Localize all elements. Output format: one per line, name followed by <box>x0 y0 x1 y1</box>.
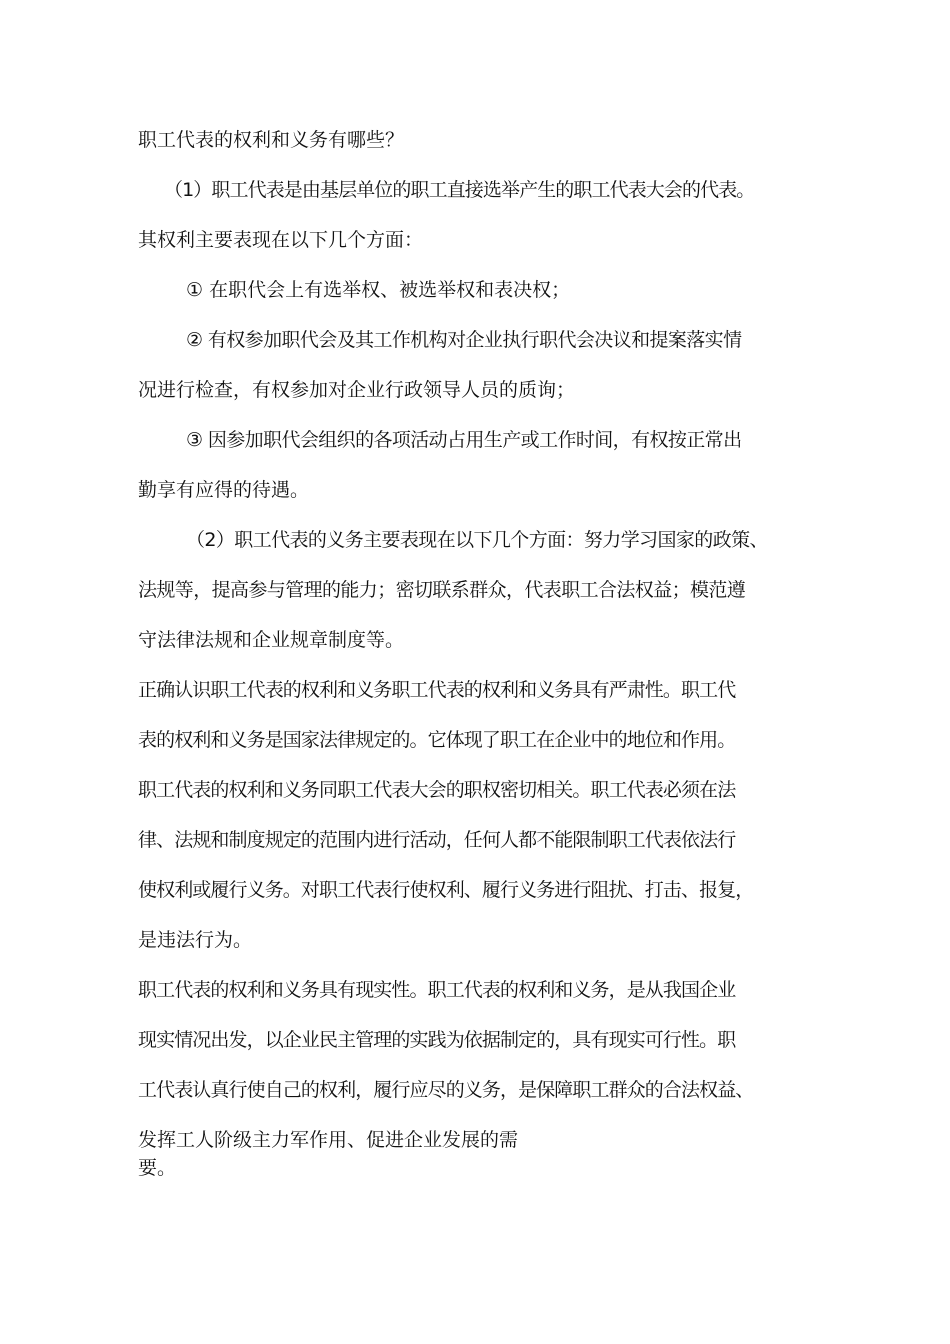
paragraph-line: 使权利或履行义务。对职工代表行使权利、履行义务进行阻扰、打击、报复， <box>138 879 754 901</box>
paragraph-line: 守法律法规和企业规章制度等。 <box>138 629 405 651</box>
paragraph-line: 要。 <box>138 1157 177 1179</box>
paragraph-line: 表的权利和义务是国家法律规定的。它体现了职工在企业中的地位和作用。 <box>138 729 736 751</box>
paragraph-line: （1）职工代表是由基层单位的职工直接选举产生的职工代表大会的代表。 <box>164 179 755 201</box>
paragraph-line: 况进行检查，有权参加对企业行政领导人员的质询； <box>138 379 576 401</box>
document-title: 职工代表的权利和义务有哪些？ <box>138 129 405 151</box>
paragraph-line: 是违法行为。 <box>138 929 253 951</box>
paragraph-line: 职工代表的权利和义务同职工代表大会的职权密切相关。职工代表必须在法 <box>138 779 736 801</box>
paragraph-line: 正确认识职工代表的权利和义务职工代表的权利和义务具有严肃性。职工代 <box>138 679 736 701</box>
paragraph-line: 其权利主要表现在以下几个方面： <box>138 229 424 251</box>
paragraph-line: 发挥工人阶级主力军作用、促进企业发展的需 <box>138 1129 519 1151</box>
paragraph-line: 勤享有应得的待遇。 <box>138 479 310 501</box>
paragraph-line: （2）职工代表的义务主要表现在以下几个方面：努力学习国家的政策、 <box>186 529 768 551</box>
paragraph-line: 法规等，提高参与管理的能力；密切联系群众，代表职工合法权益；模范遵 <box>138 579 746 601</box>
paragraph-line: 工代表认真行使自己的权利，履行应尽的义务，是保障职工群众的合法权益、 <box>138 1079 754 1101</box>
list-item: ② 有权参加职代会及其工作机构对企业执行职代会决议和提案落实情 <box>186 329 742 351</box>
paragraph-line: 职工代表的权利和义务具有现实性。职工代表的权利和义务，是从我国企业 <box>138 979 736 1001</box>
paragraph-line: 律、法规和制度规定的范围内进行活动，任何人都不能限制职工代表依法行 <box>138 829 736 851</box>
list-item: ① 在职代会上有选举权、被选举权和表决权； <box>186 279 571 301</box>
paragraph-line: 现实情况出发，以企业民主管理的实践为依据制定的，具有现实可行性。职 <box>138 1029 736 1051</box>
list-item: ③ 因参加职代会组织的各项活动占用生产或工作时间，有权按正常出 <box>186 429 742 451</box>
